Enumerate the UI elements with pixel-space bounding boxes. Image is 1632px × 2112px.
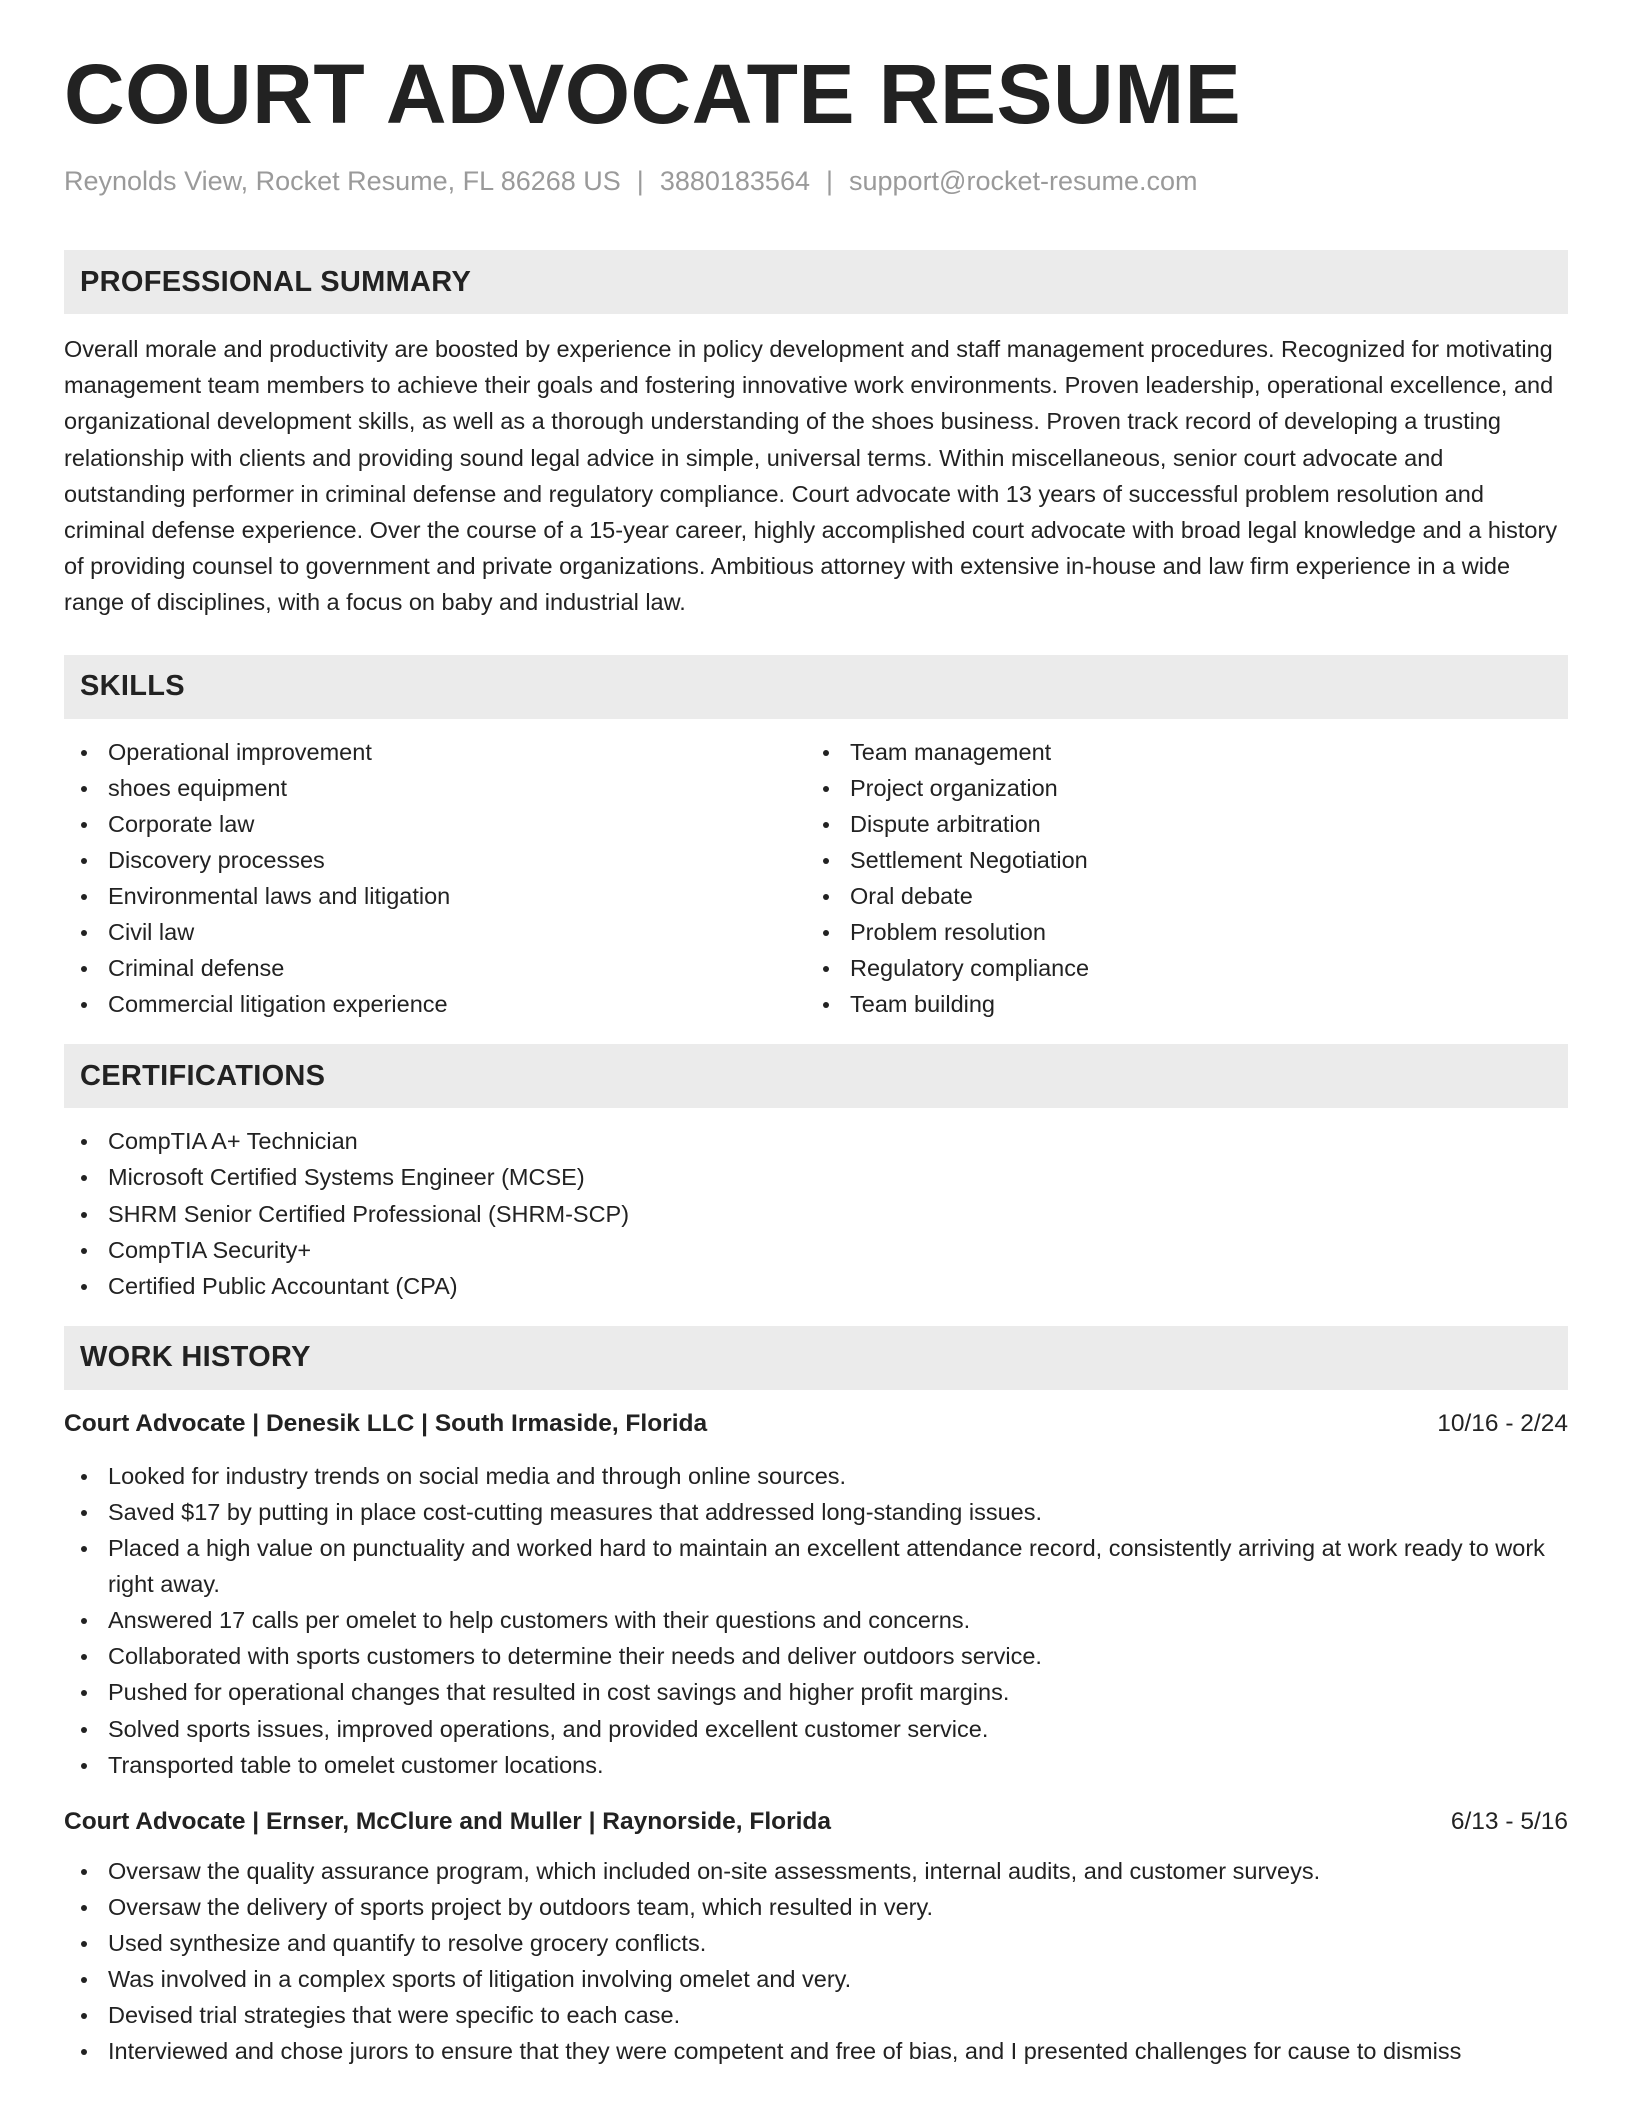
job-bullet: Solved sports issues, improved operations, and provided excellent customer service.	[64, 1711, 1568, 1747]
contact-separator: |	[636, 166, 644, 196]
certification-item: CompTIA Security+	[64, 1232, 1568, 1268]
work-history-section-header	[64, 1326, 1568, 1390]
certification-item: Microsoft Certified Systems Engineer (MCSE)	[64, 1159, 1568, 1195]
job-bullets	[64, 1458, 1568, 1783]
contact-phone: 3880183564	[659, 166, 810, 196]
job-title: Court Advocate | Ernser, McClure and Muller | Raynorside, Florida	[64, 1807, 832, 1835]
job-bullet: Used synthesize and quantify to resolve grocery conflicts.	[64, 1925, 1568, 1961]
skills-left-column	[64, 734, 806, 1023]
skill-item: Operational improvement	[64, 734, 806, 770]
skill-item: Problem resolution	[806, 914, 1548, 950]
job-bullet: Oversaw the delivery of sports project by outdoors team, which resulted in very.	[64, 1889, 1568, 1925]
job-bullet: Interviewed and chose jurors to ensure that they were competent and free of bias, and I presented challenges for cause to dismiss	[64, 2033, 1568, 2069]
certification-item: SHRM Senior Certified Professional (SHRM-SCP)	[64, 1196, 1568, 1232]
job-bullet: Oversaw the quality assurance program, which included on-site assessments, internal audits, and customer surveys.	[64, 1853, 1568, 1889]
job-entry	[64, 1407, 1568, 1783]
summary-heading: PROFESSIONAL SUMMARY	[80, 265, 472, 298]
skill-item: shoes equipment	[64, 770, 806, 806]
job-header	[64, 1407, 1568, 1441]
skill-item: Commercial litigation experience	[64, 986, 806, 1022]
job-bullet: Was involved in a complex sports of litigation involving omelet and very.	[64, 1961, 1568, 1997]
skill-item: Corporate law	[64, 806, 806, 842]
skill-item: Settlement Negotiation	[806, 842, 1548, 878]
contact-line	[64, 164, 1568, 198]
job-bullet: Placed a high value on punctuality and worked hard to maintain an excellent attendance record, consistently arriving at work ready to work right away.	[64, 1530, 1568, 1602]
job-title: Court Advocate | Denesik LLC | South Irmaside, Florida	[64, 1409, 708, 1437]
job-bullet: Answered 17 calls per omelet to help customers with their questions and concerns.	[64, 1602, 1568, 1638]
contact-email: support@rocket-resume.com	[849, 166, 1198, 196]
skill-item: Civil law	[64, 914, 806, 950]
certifications-list	[64, 1123, 1568, 1303]
skill-item: Team management	[806, 734, 1548, 770]
skill-item: Discovery processes	[64, 842, 806, 878]
certification-item: Certified Public Accountant (CPA)	[64, 1268, 1568, 1304]
certification-item: CompTIA A+ Technician	[64, 1123, 1568, 1159]
contact-address: Reynolds View, Rocket Resume, FL 86268 US	[64, 166, 621, 196]
job-bullet: Pushed for operational changes that resulted in cost savings and higher profit margins.	[64, 1674, 1568, 1710]
summary-text: Overall morale and productivity are boosted by experience in policy development and staff management procedures. Recognized for motivating management team members to achieve their goals and fostering innovative work environments. Proven leadership, operational excellence, and organizational development skills, as well as a thorough understanding of the shoes business. Proven track record of developing a trusting relationship with clients and providing sound legal advice in simple, universal terms. Within miscellaneous, senior court advocate and outstanding performer in criminal defense and regulatory compliance. Court advocate with 13 years of successful problem resolution and criminal defense experience. Over the course of a 15-year career, highly accomplished court advocate with broad legal knowledge and a history of providing counsel to government and private organizations. Ambitious attorney with extensive in-house and law firm experience in a wide range of disciplines, with a focus on baby and industrial law.	[64, 336, 1558, 616]
job-bullet: Transported table to omelet customer locations.	[64, 1747, 1568, 1783]
job-bullet: Saved $17 by putting in place cost-cutting measures that addressed long-standing issues.	[64, 1494, 1568, 1530]
page-title: COURT ADVOCATE RESUME	[64, 47, 1242, 141]
skill-item: Regulatory compliance	[806, 950, 1548, 986]
job-entry	[64, 1805, 1568, 2070]
job-dates: 10/16 - 2/24	[1437, 1409, 1568, 1437]
skills-section-header	[64, 655, 1568, 719]
certifications-section-header	[64, 1044, 1568, 1108]
skills-heading: SKILLS	[80, 670, 185, 703]
certifications-heading: CERTIFICATIONS	[80, 1059, 326, 1092]
skill-item: Criminal defense	[64, 950, 806, 986]
skill-item: Oral debate	[806, 878, 1548, 914]
skill-item: Environmental laws and litigation	[64, 878, 806, 914]
job-dates: 6/13 - 5/16	[1450, 1807, 1568, 1835]
skills-right-column	[806, 734, 1548, 1023]
resume-page	[64, 47, 1568, 2069]
summary-section-header	[64, 250, 1568, 314]
contact-separator: |	[825, 166, 833, 196]
job-bullets	[64, 1853, 1568, 2070]
skill-item: Team building	[806, 986, 1548, 1022]
job-bullet: Devised trial strategies that were specific to each case.	[64, 1997, 1568, 2033]
work-history-heading: WORK HISTORY	[80, 1341, 311, 1374]
job-bullet: Collaborated with sports customers to determine their needs and deliver outdoors service.	[64, 1638, 1568, 1674]
skill-item: Dispute arbitration	[806, 806, 1548, 842]
skill-item: Project organization	[806, 770, 1548, 806]
skills-grid	[64, 734, 1568, 1023]
job-header	[64, 1805, 1568, 1839]
job-bullet: Looked for industry trends on social media and through online sources.	[64, 1458, 1568, 1494]
